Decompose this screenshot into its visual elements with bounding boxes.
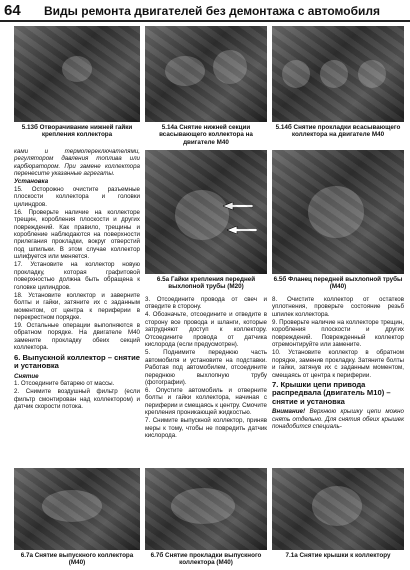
photo-5-14b [272, 26, 404, 122]
paragraph-2: 2. Снимите воздушный фильтр (если фильтр смонтирован над коллектором) и датчик скорости потока. [14, 388, 140, 411]
text-column-3 [272, 296, 404, 431]
photo-6-5a [145, 150, 267, 274]
arrow-icon [227, 226, 257, 234]
paragraph-7: 7. Снимите выпускной коллектор, приняв меры к тому, чтобы не повредить датчик кислорода. [145, 417, 267, 440]
caption-5-14b: 5.14б Снятие прокладки всасывающего коллектора на двигателе M40 [275, 124, 401, 139]
caption-6-7b: 6.7б Снятие прокладки выпускного коллектора (M40) [150, 552, 262, 567]
paragraph-5: 5. Поднимите переднюю часть автомобиля и установите на подставки. Работая под автомобилем, отсоедините переднюю выхлопную трубу (фотографии). [145, 349, 267, 386]
page-header [0, 0, 410, 22]
subheading-install: Установка [14, 178, 49, 186]
caption-6-7a: 6.7а Снятие выпускного коллектора (M40) [20, 552, 134, 567]
warning-text: Верхнюю крышку цепи можно снять отдельно. Для снятия обеих крышек понадобится специаль- [272, 408, 404, 431]
page-title: Виды ремонта двигателей без демонтажа с автомобиля [44, 4, 380, 18]
section-heading-7: 7. Крышки цепи привода распредвала (двигатель M10) – снятие и установка [272, 379, 391, 406]
caption-6-5b: 6.5б Фланец передней выхлопной трубы (M40) [273, 276, 403, 291]
text-column-1 [14, 148, 140, 411]
paragraph-19: 19. Остальные операции выполняются в обратном порядке. На двигателе M40 замените прокладку обеих секций коллектора. [14, 321, 140, 352]
caption-5-14a: 5.14а Снятие нижней секции всасывающего коллектора на двигателе M40 [159, 124, 253, 146]
paragraph-17: 17. Установите на коллектор новую прокладку, которая графитовой поверхностью должна быть обращена к головке цилиндров. [14, 261, 140, 291]
photo-5-13b [14, 26, 140, 122]
section-heading-6: 6. Выпускной коллектор – снятие и установка [14, 352, 140, 371]
paragraph-8: 8. Очистите коллектор от остатков уплотнения, проверьте состояние резьб шпилек коллектора. [272, 296, 404, 318]
paragraph-15: 15. Осторожно очистите разъемные плоскости коллектора и головки цилиндров. [14, 185, 140, 208]
paragraph-10: 10. Установите коллектор в обратном порядке, заменив прокладку. Затяните болты и гайки, затянув их с заданным моментом, смещаясь от центра к периферии. [272, 349, 404, 379]
photo-7-1a [272, 468, 404, 550]
arrow-icon [223, 202, 253, 210]
paragraph-6: 6. Опустите автомобиль и отверните болты и гайки коллектора, начиная с периферии и смещаясь к центру. Смочите крепления проникающей жидкостью. [145, 386, 267, 417]
paragraph-1: 1. Отсоедините батарею от массы. [14, 380, 115, 388]
caption-5-13b: 5.13б Отворачивание нижней гайки крепления коллектора [21, 124, 133, 139]
paragraph-3: 3. Отсоедините провода от свеч и отведите в сторону. [145, 296, 267, 311]
photo-6-7a [14, 468, 140, 550]
photo-6-7b [145, 468, 267, 550]
paragraph-9: 9. Проверьте наличие на коллекторе трещин, коробления плоскости и других повреждений. Поврежденный коллектор отремонтируйте или замените. [272, 318, 404, 349]
warning-label: Внимание! [272, 408, 306, 416]
photo-5-14a [145, 26, 267, 122]
caption-6-5a: 6.5а Гайки крепления передней выхлопной трубы (M20) [156, 276, 256, 291]
paragraph-continued: ками и термопереключателями, регулятором давления топлива или карбюратором. При замене коллектора перенесите указанные агрегаты. [14, 148, 140, 178]
paragraph-16: 16. Проверьте наличие на коллекторе трещин, коробления плоскости и других повреждений. Как правило, трещины и коробление наблюдаются на поверхности прилегания прокладки, вокруг отверстий под шпильки. В этом случае коллектор шлифуется или меняется. [14, 208, 140, 261]
page-number: 64 [4, 2, 21, 19]
text-column-2 [145, 296, 267, 440]
subheading-removal: Снятие [14, 372, 39, 380]
caption-7-1a: 7.1а Снятие крышки к коллектору [285, 552, 391, 559]
paragraph-18: 18. Установите коллектор и заверните болты и гайки, затяните их с заданным моментом, от центра к периферии в перекрестном порядке. [14, 291, 140, 321]
photo-6-5b [272, 150, 404, 274]
paragraph-4: 4. Обозначьте, отсоедините и отведите в сторону все провода и шланги, которые затрудняют доступ к коллектору. Отсоедините провода от датчика кислорода (если предусмотрен). [145, 311, 267, 349]
